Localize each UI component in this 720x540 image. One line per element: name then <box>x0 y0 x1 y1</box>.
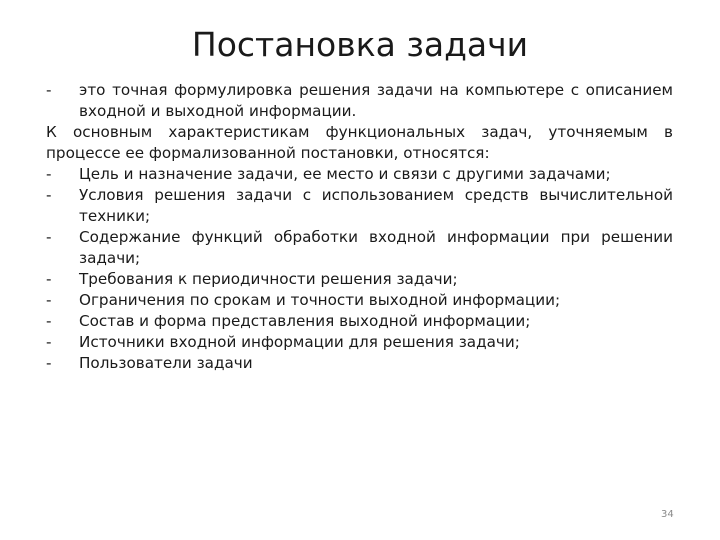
list-item <box>46 185 673 227</box>
bullet-dash: - <box>46 354 52 372</box>
list-item <box>46 164 673 185</box>
list-item-text: Пользователи задачи <box>79 354 253 372</box>
list-item <box>46 332 673 353</box>
bullet-dash: - <box>46 228 52 246</box>
list-item <box>46 269 673 290</box>
list-item <box>46 290 673 311</box>
bullet-dash: - <box>46 312 52 330</box>
list-item-text: Условия решения задачи с использованием средств вычислительной техники; <box>79 186 673 225</box>
list-item-text: Требования к периодичности решения задачи; <box>79 270 458 288</box>
list-item <box>46 227 673 269</box>
bullet-dash: - <box>46 81 52 99</box>
slide-title: Постановка задачи <box>191 25 529 64</box>
bullet-dash: - <box>46 165 52 183</box>
list-item-text: Цель и назначение задачи, ее место и связи с другими задачами; <box>79 165 611 183</box>
bullet-dash: - <box>46 291 52 309</box>
bullet-dash: - <box>46 333 52 351</box>
intro-bullet-text: это точная формулировка решения задачи на компьютере с описанием входной и выходной информации. <box>79 81 673 120</box>
list-item-text: Источники входной информации для решения задачи; <box>79 333 520 351</box>
page-number: 34 <box>661 509 674 520</box>
list-item-text: Состав и форма представления выходной информации; <box>79 312 531 330</box>
list-item <box>46 353 673 374</box>
list-item-text: Содержание функций обработки входной информации при решении задачи; <box>79 228 673 267</box>
list-item <box>46 311 673 332</box>
list-item-text: Ограничения по срокам и точности выходной информации; <box>79 291 561 309</box>
intro-paragraph: К основным характеристикам функциональных задач, уточняемым в процессе ее формализованной постановки, относятся: <box>46 123 673 162</box>
slide-content <box>46 80 673 374</box>
bullet-dash: - <box>46 186 52 204</box>
intro-bullet <box>46 80 673 122</box>
bullet-dash: - <box>46 270 52 288</box>
